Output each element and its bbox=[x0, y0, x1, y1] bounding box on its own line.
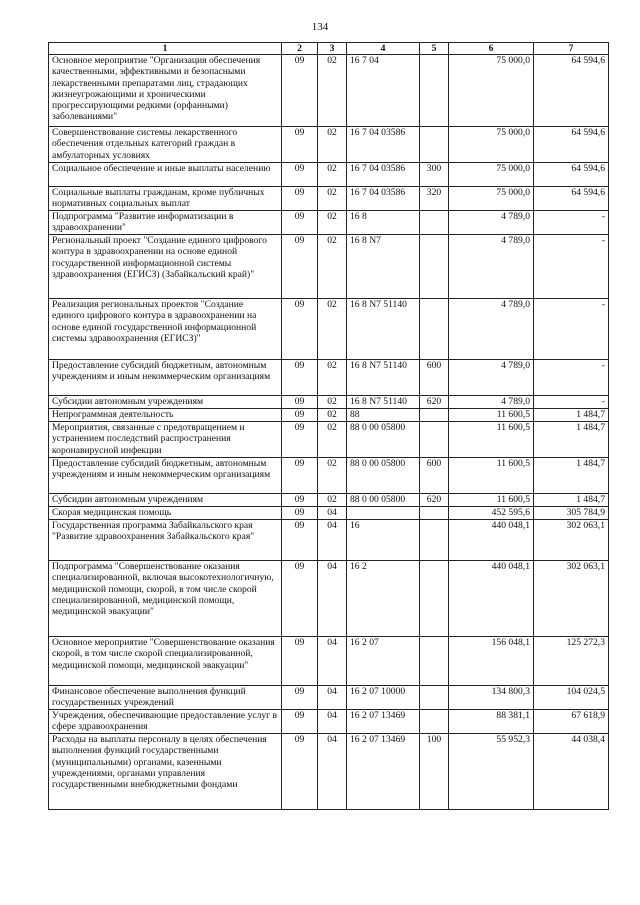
executed-amount-cell: - bbox=[534, 396, 609, 409]
row-name-cell: Расходы на выплаты персоналу в целях обеспечения выполнения функций государственными (муниципальными) органами, казенными учреждениями, органами управления государственными внебюджетными фондами bbox=[49, 734, 282, 810]
table-row bbox=[49, 422, 609, 458]
expense-type-cell bbox=[420, 507, 449, 520]
executed-amount-cell: - bbox=[534, 299, 609, 360]
row-name-cell: Предоставление субсидий бюджетным, автономным учреждениям и иным некоммерческим организациям bbox=[49, 458, 282, 494]
expense-type-cell: 100 bbox=[420, 734, 449, 810]
section-code-cell: 09 bbox=[282, 55, 318, 127]
executed-amount-cell: 1 484,7 bbox=[534, 458, 609, 494]
planned-amount-cell: 75 000,0 bbox=[449, 127, 534, 163]
target-article-cell: 16 7 04 03586 bbox=[347, 163, 420, 187]
planned-amount-cell: 11 600,5 bbox=[449, 458, 534, 494]
column-header: 1 bbox=[49, 43, 282, 55]
page-number: 134 bbox=[311, 21, 329, 33]
planned-amount-cell: 440 048,1 bbox=[449, 561, 534, 637]
budget-table bbox=[48, 42, 609, 810]
section-code-cell: 09 bbox=[282, 507, 318, 520]
section-code-cell: 09 bbox=[282, 458, 318, 494]
target-article-cell: 16 2 bbox=[347, 561, 420, 637]
row-name-cell: Основное мероприятие "Совершенствование оказания скорой, в том числе скорой специализированной, медицинской помощи, медицинской эвакуации" bbox=[49, 637, 282, 686]
expense-type-cell bbox=[420, 520, 449, 561]
executed-amount-cell: 302 063,1 bbox=[534, 561, 609, 637]
subsection-code-cell: 02 bbox=[318, 494, 347, 507]
planned-amount-cell: 75 000,0 bbox=[449, 163, 534, 187]
column-header: 2 bbox=[282, 43, 318, 55]
expense-type-cell bbox=[420, 686, 449, 710]
executed-amount-cell: 64 594,6 bbox=[534, 163, 609, 187]
target-article-cell: 16 7 04 03586 bbox=[347, 187, 420, 211]
row-name-cell: Скорая медицинская помощь bbox=[49, 507, 282, 520]
table-row bbox=[49, 494, 609, 507]
expense-type-cell bbox=[420, 637, 449, 686]
target-article-cell: 88 bbox=[347, 409, 420, 422]
planned-amount-cell: 4 789,0 bbox=[449, 360, 534, 396]
table-row bbox=[49, 127, 609, 163]
expense-type-cell bbox=[420, 211, 449, 235]
planned-amount-cell: 156 048,1 bbox=[449, 637, 534, 686]
expense-type-cell: 320 bbox=[420, 187, 449, 211]
column-header: 7 bbox=[534, 43, 609, 55]
expense-type-cell bbox=[420, 55, 449, 127]
section-code-cell: 09 bbox=[282, 734, 318, 810]
planned-amount-cell: 4 789,0 bbox=[449, 211, 534, 235]
expense-type-cell: 300 bbox=[420, 163, 449, 187]
subsection-code-cell: 02 bbox=[318, 422, 347, 458]
subsection-code-cell: 04 bbox=[318, 637, 347, 686]
section-code-cell: 09 bbox=[282, 211, 318, 235]
target-article-cell: 16 bbox=[347, 520, 420, 561]
row-name-cell: Непрограммная деятельность bbox=[49, 409, 282, 422]
planned-amount-cell: 4 789,0 bbox=[449, 235, 534, 299]
subsection-code-cell: 02 bbox=[318, 458, 347, 494]
table-row bbox=[49, 637, 609, 686]
section-code-cell: 09 bbox=[282, 235, 318, 299]
expense-type-cell: 600 bbox=[420, 458, 449, 494]
row-name-cell: Субсидии автономным учреждениям bbox=[49, 494, 282, 507]
subsection-code-cell: 02 bbox=[318, 127, 347, 163]
table-row bbox=[49, 507, 609, 520]
section-code-cell: 09 bbox=[282, 520, 318, 561]
planned-amount-cell: 452 595,6 bbox=[449, 507, 534, 520]
subsection-code-cell: 02 bbox=[318, 299, 347, 360]
planned-amount-cell: 75 000,0 bbox=[449, 55, 534, 127]
table-row bbox=[49, 235, 609, 299]
subsection-code-cell: 04 bbox=[318, 734, 347, 810]
subsection-code-cell: 04 bbox=[318, 686, 347, 710]
column-header: 6 bbox=[449, 43, 534, 55]
section-code-cell: 09 bbox=[282, 710, 318, 734]
section-code-cell: 09 bbox=[282, 396, 318, 409]
column-header: 4 bbox=[347, 43, 420, 55]
row-name-cell: Предоставление субсидий бюджетным, автономным учреждениям и иным некоммерческим организациям bbox=[49, 360, 282, 396]
executed-amount-cell: 305 784,9 bbox=[534, 507, 609, 520]
row-name-cell: Подпрограмма "Развитие информатизации в здравоохранении" bbox=[49, 211, 282, 235]
section-code-cell: 09 bbox=[282, 637, 318, 686]
row-name-cell: Подпрограмма "Совершенствование оказания специализированной, включая высокотехнологичную, медицинской помощи, скорой, в том числе скорой специализированной, медицинской помощи, медицинской эвакуации" bbox=[49, 561, 282, 637]
executed-amount-cell: 64 594,6 bbox=[534, 55, 609, 127]
table-header-row bbox=[49, 43, 609, 55]
planned-amount-cell: 4 789,0 bbox=[449, 396, 534, 409]
executed-amount-cell: 104 024,5 bbox=[534, 686, 609, 710]
expense-type-cell: 620 bbox=[420, 396, 449, 409]
table-body bbox=[49, 55, 609, 810]
row-name-cell: Финансовое обеспечение выполнения функций государственных учреждений bbox=[49, 686, 282, 710]
table-row bbox=[49, 55, 609, 127]
row-name-cell: Учреждения, обеспечивающие предоставление услуг в сфере здравоохранения bbox=[49, 710, 282, 734]
executed-amount-cell: - bbox=[534, 235, 609, 299]
planned-amount-cell: 440 048,1 bbox=[449, 520, 534, 561]
section-code-cell: 09 bbox=[282, 409, 318, 422]
planned-amount-cell: 11 600,5 bbox=[449, 422, 534, 458]
column-header: 5 bbox=[420, 43, 449, 55]
section-code-cell: 09 bbox=[282, 299, 318, 360]
table-row bbox=[49, 734, 609, 810]
executed-amount-cell: 64 594,6 bbox=[534, 127, 609, 163]
subsection-code-cell: 04 bbox=[318, 710, 347, 734]
subsection-code-cell: 02 bbox=[318, 235, 347, 299]
table-row bbox=[49, 360, 609, 396]
subsection-code-cell: 04 bbox=[318, 520, 347, 561]
subsection-code-cell: 02 bbox=[318, 55, 347, 127]
target-article-cell: 16 8 N7 51140 bbox=[347, 360, 420, 396]
target-article-cell: 16 8 N7 51140 bbox=[347, 396, 420, 409]
target-article-cell: 16 7 04 bbox=[347, 55, 420, 127]
executed-amount-cell: - bbox=[534, 211, 609, 235]
target-article-cell: 16 7 04 03586 bbox=[347, 127, 420, 163]
subsection-code-cell: 02 bbox=[318, 187, 347, 211]
column-header: 3 bbox=[318, 43, 347, 55]
target-article-cell: 88 0 00 05800 bbox=[347, 422, 420, 458]
table-row bbox=[49, 187, 609, 211]
row-name-cell: Государственная программа Забайкальского края "Развитие здравоохранения Забайкальского края" bbox=[49, 520, 282, 561]
table-row bbox=[49, 686, 609, 710]
expense-type-cell bbox=[420, 299, 449, 360]
table-row bbox=[49, 211, 609, 235]
target-article-cell: 16 8 N7 51140 bbox=[347, 299, 420, 360]
executed-amount-cell: 1 484,7 bbox=[534, 409, 609, 422]
target-article-cell: 16 2 07 10000 bbox=[347, 686, 420, 710]
subsection-code-cell: 02 bbox=[318, 409, 347, 422]
table-row bbox=[49, 299, 609, 360]
row-name-cell: Социальные выплаты гражданам, кроме публичных нормативных социальных выплат bbox=[49, 187, 282, 211]
expense-type-cell bbox=[420, 561, 449, 637]
target-article-cell: 16 8 N7 bbox=[347, 235, 420, 299]
expense-type-cell: 620 bbox=[420, 494, 449, 507]
executed-amount-cell: 125 272,3 bbox=[534, 637, 609, 686]
executed-amount-cell: - bbox=[534, 360, 609, 396]
target-article-cell: 16 8 bbox=[347, 211, 420, 235]
expense-type-cell bbox=[420, 422, 449, 458]
planned-amount-cell: 75 000,0 bbox=[449, 187, 534, 211]
subsection-code-cell: 04 bbox=[318, 507, 347, 520]
planned-amount-cell: 134 800,3 bbox=[449, 686, 534, 710]
planned-amount-cell: 88 381,1 bbox=[449, 710, 534, 734]
section-code-cell: 09 bbox=[282, 422, 318, 458]
executed-amount-cell: 302 063,1 bbox=[534, 520, 609, 561]
row-name-cell: Реализация региональных проектов "Создание единого цифрового контура в здравоохранении на основе единой государственной информационной системы здравоохранения (ЕГИСЗ)" bbox=[49, 299, 282, 360]
planned-amount-cell: 4 789,0 bbox=[449, 299, 534, 360]
target-article-cell: 16 2 07 13469 bbox=[347, 734, 420, 810]
subsection-code-cell: 04 bbox=[318, 561, 347, 637]
row-name-cell: Социальное обеспечение и иные выплаты населению bbox=[49, 163, 282, 187]
expense-type-cell bbox=[420, 127, 449, 163]
table-row bbox=[49, 520, 609, 561]
table-row bbox=[49, 458, 609, 494]
section-code-cell: 09 bbox=[282, 187, 318, 211]
target-article-cell: 88 0 00 05800 bbox=[347, 458, 420, 494]
target-article-cell bbox=[347, 507, 420, 520]
row-name-cell: Основное мероприятие "Организация обеспечения качественными, эффективными и безопасными лекарственными препаратами лиц, страдающих жизнеугрожающими и хроническими прогрессирующими редкими (орфанными) заболеваниями" bbox=[49, 55, 282, 127]
table-row bbox=[49, 409, 609, 422]
planned-amount-cell: 11 600,5 bbox=[449, 409, 534, 422]
expense-type-cell bbox=[420, 235, 449, 299]
executed-amount-cell: 67 618,9 bbox=[534, 710, 609, 734]
expense-type-cell bbox=[420, 710, 449, 734]
planned-amount-cell: 11 600,5 bbox=[449, 494, 534, 507]
subsection-code-cell: 02 bbox=[318, 163, 347, 187]
subsection-code-cell: 02 bbox=[318, 360, 347, 396]
section-code-cell: 09 bbox=[282, 127, 318, 163]
expense-type-cell: 600 bbox=[420, 360, 449, 396]
table-row bbox=[49, 561, 609, 637]
table-row bbox=[49, 710, 609, 734]
executed-amount-cell: 1 484,7 bbox=[534, 494, 609, 507]
row-name-cell: Совершенствование системы лекарственного обеспечения отдельных категорий граждан в амбулаторных условиях bbox=[49, 127, 282, 163]
target-article-cell: 16 2 07 13469 bbox=[347, 710, 420, 734]
section-code-cell: 09 bbox=[282, 561, 318, 637]
section-code-cell: 09 bbox=[282, 360, 318, 396]
row-name-cell: Субсидии автономным учреждениям bbox=[49, 396, 282, 409]
executed-amount-cell: 64 594,6 bbox=[534, 187, 609, 211]
subsection-code-cell: 02 bbox=[318, 211, 347, 235]
table-row bbox=[49, 396, 609, 409]
table-row bbox=[49, 163, 609, 187]
executed-amount-cell: 1 484,7 bbox=[534, 422, 609, 458]
section-code-cell: 09 bbox=[282, 163, 318, 187]
subsection-code-cell: 02 bbox=[318, 396, 347, 409]
executed-amount-cell: 44 038,4 bbox=[534, 734, 609, 810]
row-name-cell: Региональный проект "Создание единого цифрового контура в здравоохранении на основе единой государственной информационной системы здравоохранения (ЕГИСЗ) (Забайкальский край)" bbox=[49, 235, 282, 299]
target-article-cell: 16 2 07 bbox=[347, 637, 420, 686]
row-name-cell: Мероприятия, связанные с предотвращением и устранением последствий распространения коронавирусной инфекции bbox=[49, 422, 282, 458]
section-code-cell: 09 bbox=[282, 686, 318, 710]
expense-type-cell bbox=[420, 409, 449, 422]
section-code-cell: 09 bbox=[282, 494, 318, 507]
target-article-cell: 88 0 00 05800 bbox=[347, 494, 420, 507]
planned-amount-cell: 55 952,3 bbox=[449, 734, 534, 810]
